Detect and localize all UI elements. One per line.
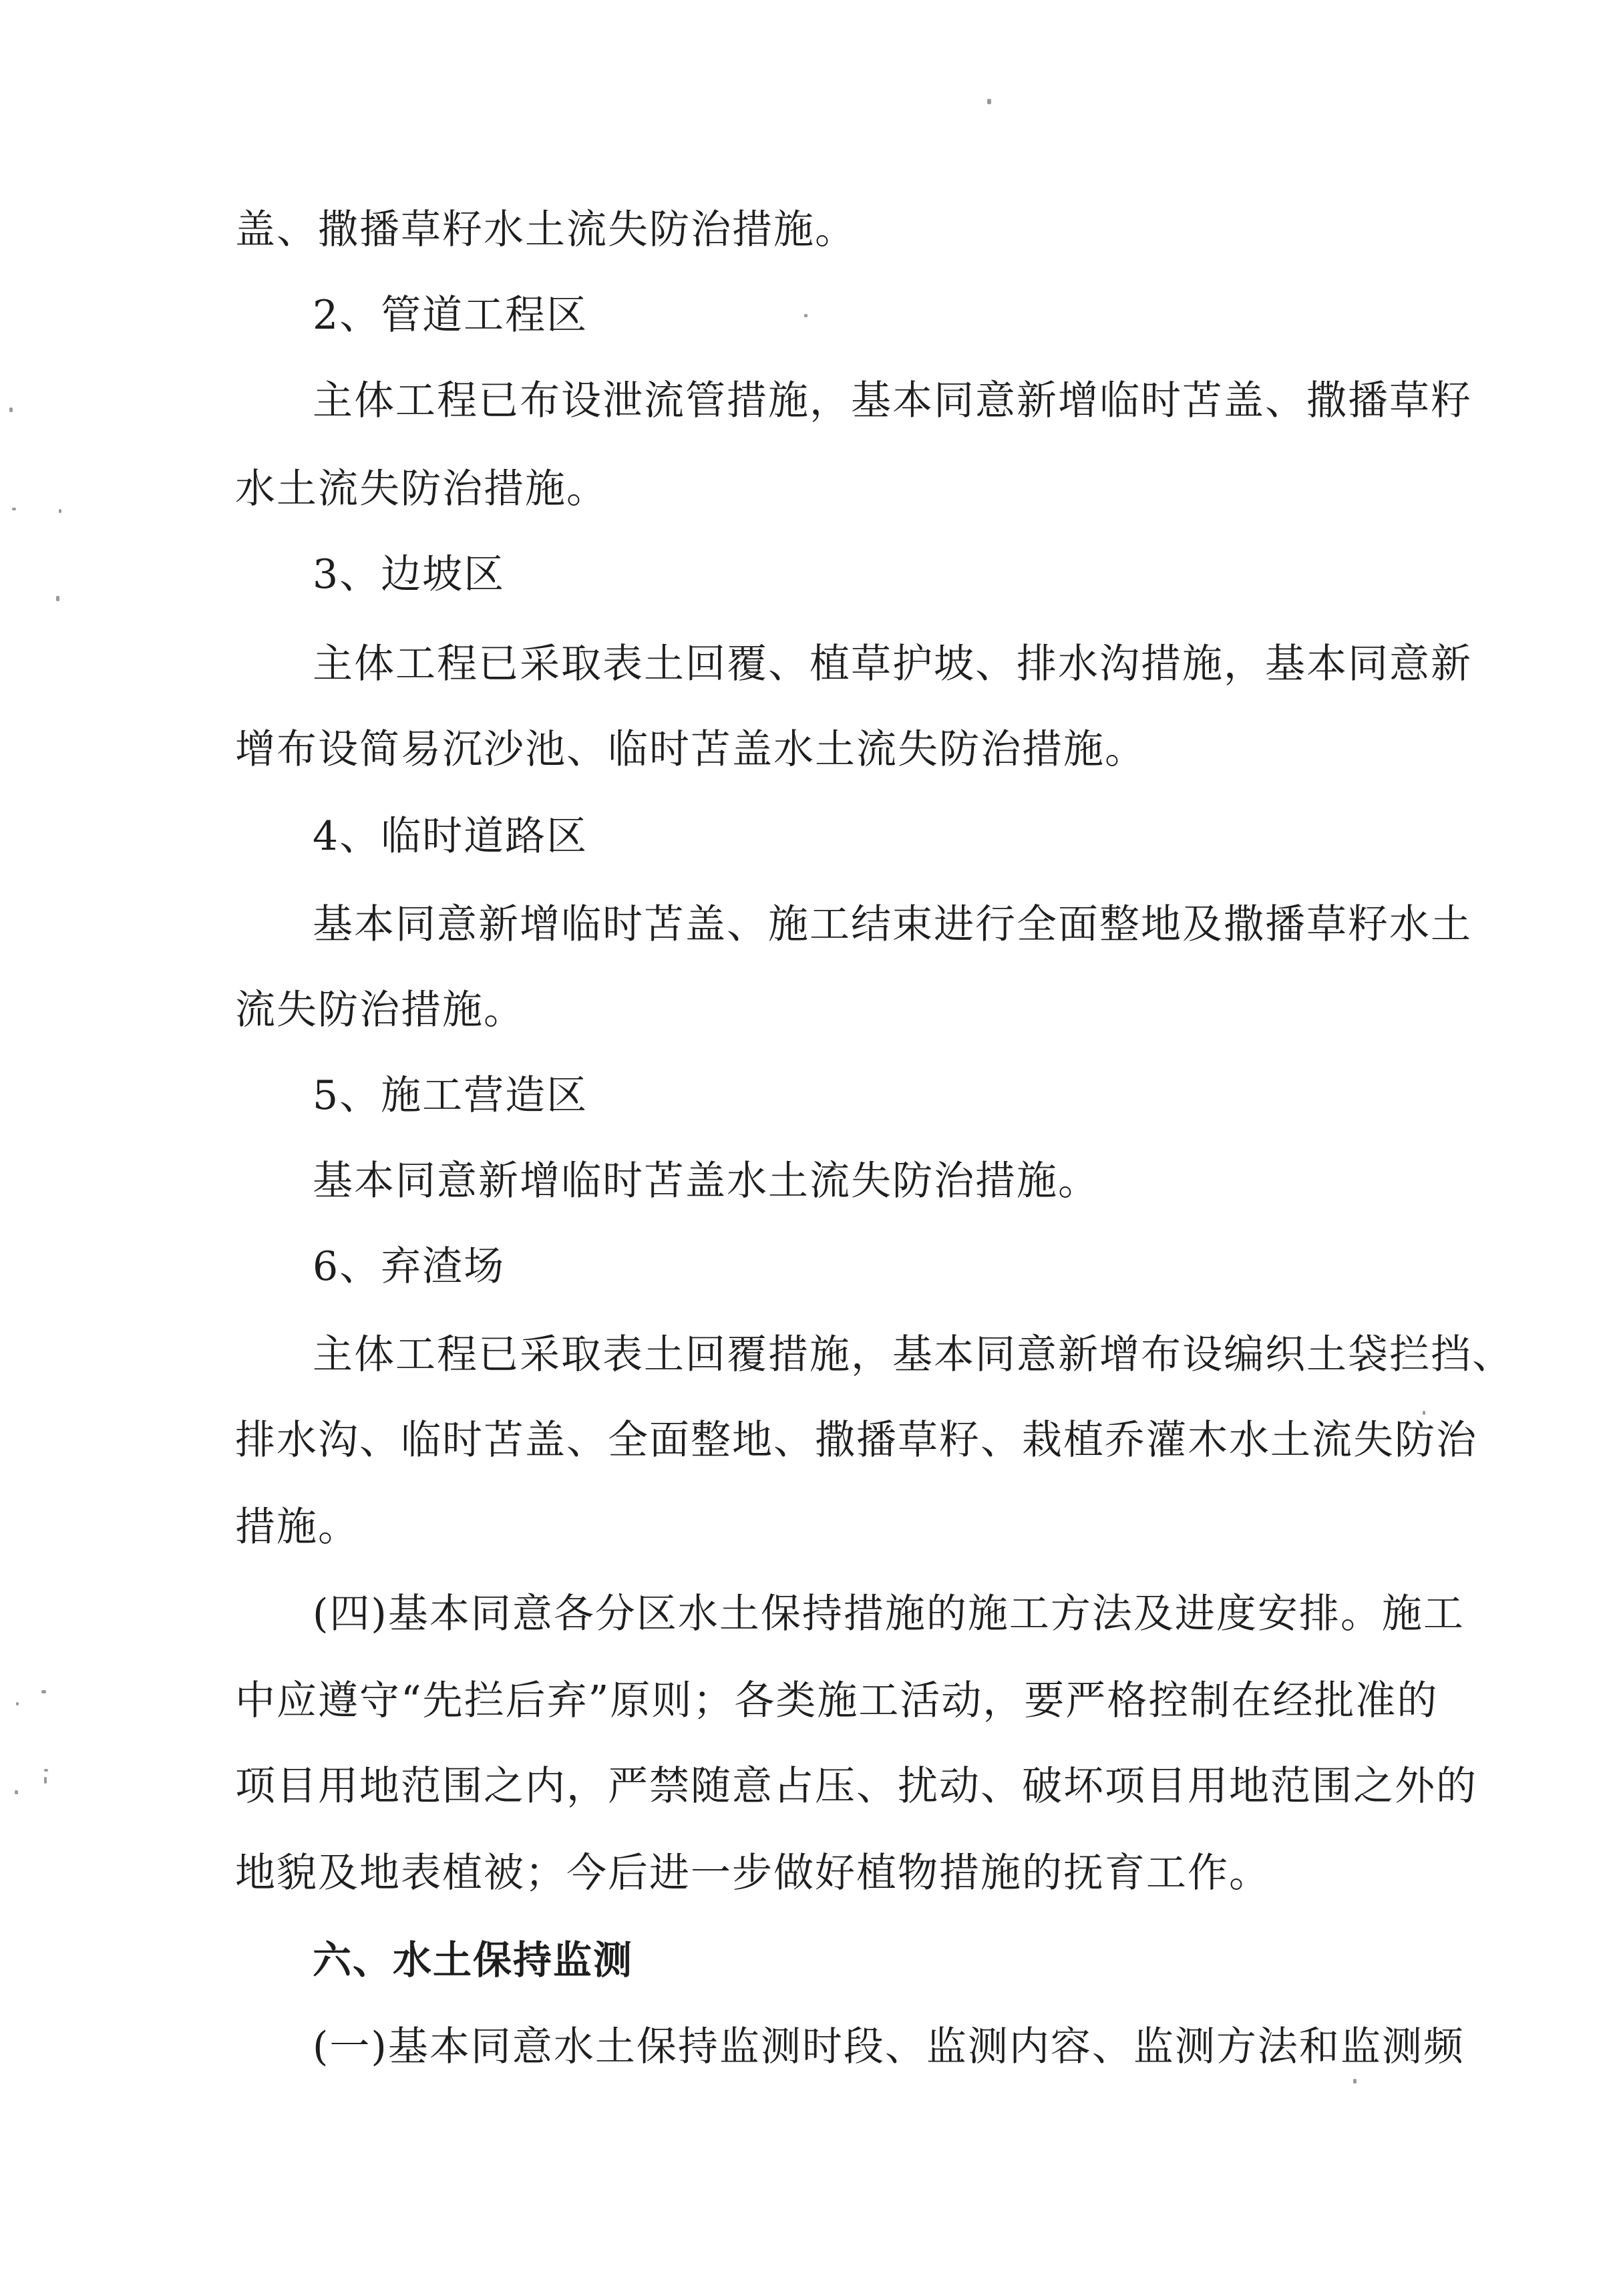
text-line: (一)基本同意水土保持监测时段、监测内容、监测方法和监测频 xyxy=(313,2023,1465,2070)
text-line: 主体工程已采取表土回覆措施，基本同意新增布设编织土袋拦挡、 xyxy=(313,1331,1513,1378)
scan-speck xyxy=(987,99,991,104)
text-line: 排水沟、临时苫盖、全面整地、撒播草籽、栽植乔灌木水土流失防治 xyxy=(235,1417,1477,1464)
text-line: 增布设简易沉沙池、临时苫盖水土流失防治措施。 xyxy=(235,726,1146,773)
scan-speck xyxy=(12,508,16,510)
text-line: 盖、撒播草籽水土流失防治措施。 xyxy=(235,206,856,253)
text-line: 水土流失防治措施。 xyxy=(235,466,608,512)
text-line: (四)基本同意各分区水土保持措施的施工方法及进度安排。施工 xyxy=(313,1591,1465,1637)
text-line: 地貌及地表植被；今后进一步做好植物措施的抚育工作。 xyxy=(235,1850,1270,1897)
subsection-heading: 4、临时道路区 xyxy=(313,813,588,860)
text-line: 基本同意新增临时苫盖水土流失防治措施。 xyxy=(313,1158,1099,1204)
scan-speck xyxy=(15,1790,18,1794)
scan-speck xyxy=(59,509,61,513)
scan-speck xyxy=(56,596,59,601)
text-line: 基本同意新增临时苫盖、施工结束进行全面整地及撒播草籽水土 xyxy=(313,901,1472,948)
section-heading: 六、水土保持监测 xyxy=(313,1937,634,1983)
text-line: 流失防治措施。 xyxy=(235,987,525,1033)
subsection-heading: 2、管道工程区 xyxy=(313,292,588,339)
text-line: 主体工程已采取表土回覆、植草护坡、排水沟措施，基本同意新 xyxy=(313,641,1472,687)
text-line: 措施。 xyxy=(235,1504,359,1550)
text-line: 中应遵守“先拦后弃”原则；各类施工活动，要严格控制在经批准的 xyxy=(235,1677,1439,1724)
scan-speck xyxy=(41,1690,46,1693)
scan-speck xyxy=(44,1769,48,1772)
text-line: 项目用地范围之内，严禁随意占压、扰动、破坏项目用地范围之外的 xyxy=(235,1763,1477,1810)
scan-speck xyxy=(1423,1411,1425,1415)
subsection-heading: 6、弃渣场 xyxy=(313,1243,506,1290)
scan-speck xyxy=(804,314,808,317)
scan-speck xyxy=(9,407,13,412)
text-line: 主体工程已布设泄流管措施，基本同意新增临时苫盖、撒播草籽 xyxy=(313,377,1472,424)
scan-speck xyxy=(44,1777,47,1784)
subsection-heading: 3、边坡区 xyxy=(313,551,506,598)
subsection-heading: 5、施工营造区 xyxy=(313,1072,588,1119)
scan-speck xyxy=(1353,2079,1357,2084)
scan-speck xyxy=(16,1702,19,1705)
